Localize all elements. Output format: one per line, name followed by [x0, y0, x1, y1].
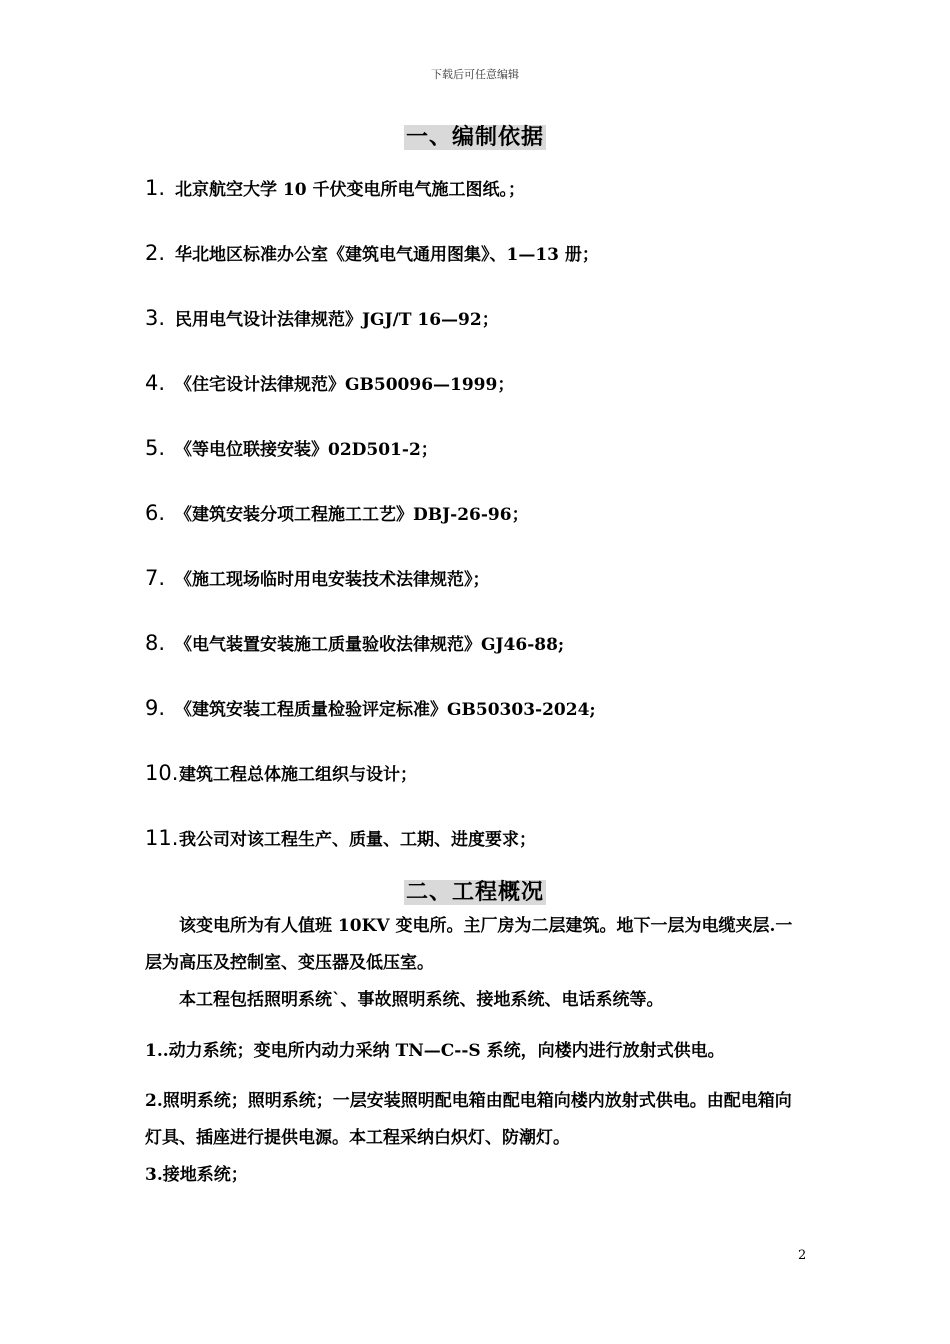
section-heading-overview [0, 875, 950, 906]
item-number: 11. [145, 826, 179, 850]
item-text: 《建筑安装工程质量检验评定标准》GB50303-2024; [175, 700, 596, 720]
reference-item [145, 695, 596, 720]
reference-item [145, 760, 417, 785]
item-number: 8. [145, 631, 166, 655]
item-text: 建筑工程总体施工组织与设计； [179, 765, 417, 785]
reference-item [145, 370, 514, 395]
item-number: 1. [145, 176, 166, 200]
section-title: 一、编制依据 [405, 125, 544, 150]
reference-item [145, 500, 529, 525]
overview-paragraph: 该变电所为有人值班 10KV 变电所。主厂房为二层建筑。地下一层为电缆夹层.一层为高压及控制室、变压器及低压室。 [145, 916, 793, 973]
overview-paragraph: 本工程包括照明系统`、事故照明系统、接地系统、电话系统等。 [179, 990, 664, 1010]
item-number: 6. [145, 501, 166, 525]
section-title: 二、工程概况 [405, 880, 544, 905]
page-number: 2 [798, 1248, 807, 1263]
item-number: 9. [145, 696, 166, 720]
item-number: 4. [145, 371, 166, 395]
item-text: 《建筑安装分项工程施工工艺》DBJ-26-96； [175, 505, 529, 525]
item-number: 3. [145, 306, 166, 330]
section-heading-basis [0, 120, 950, 151]
item-number: 7. [145, 566, 166, 590]
grounding-system-paragraph: 3.接地系统； [145, 1165, 248, 1185]
item-number: 5. [145, 436, 166, 460]
reference-item [145, 240, 599, 265]
reference-item [145, 435, 438, 460]
item-text: 《住宅设计法律规范》GB50096—1999； [175, 375, 515, 395]
reference-item [145, 630, 564, 655]
lighting-system-paragraph: 2.照明系统；照明系统；一层安装照明配电箱由配电箱向楼内放射式供电。由配电箱向灯具、插座进行提供电源。本工程采纳白炽灯、防潮灯。 [145, 1091, 792, 1148]
reference-item [145, 175, 525, 200]
item-number: 10. [145, 761, 179, 785]
item-text: 北京航空大学 10 千伏变电所电气施工图纸。； [175, 180, 525, 200]
item-text: 《施工现场临时用电安装技术法律规范》； [175, 570, 490, 590]
item-text: 我公司对该工程生产、质量、工期、进度要求； [179, 830, 536, 850]
header-note: 下载后可任意编辑 [431, 68, 519, 81]
reference-item [145, 565, 490, 590]
item-text: 华北地区标准办公室《建筑电气通用图集》、1—13 册； [175, 245, 599, 265]
reference-item [145, 825, 536, 850]
item-text: 《电气装置安装施工质量验收法律规范》GJ46-88; [175, 635, 565, 655]
item-text: 《等电位联接安装》02D501-2； [175, 440, 438, 460]
reference-item [145, 305, 499, 330]
item-text: 民用电气设计法律规范》JGJ/T 16—92； [175, 310, 499, 330]
power-system-paragraph: 1..动力系统；变电所内动力采纳 TN—C--S 系统，向楼内进行放射式供电。 [145, 1041, 725, 1061]
item-number: 2. [145, 241, 166, 265]
